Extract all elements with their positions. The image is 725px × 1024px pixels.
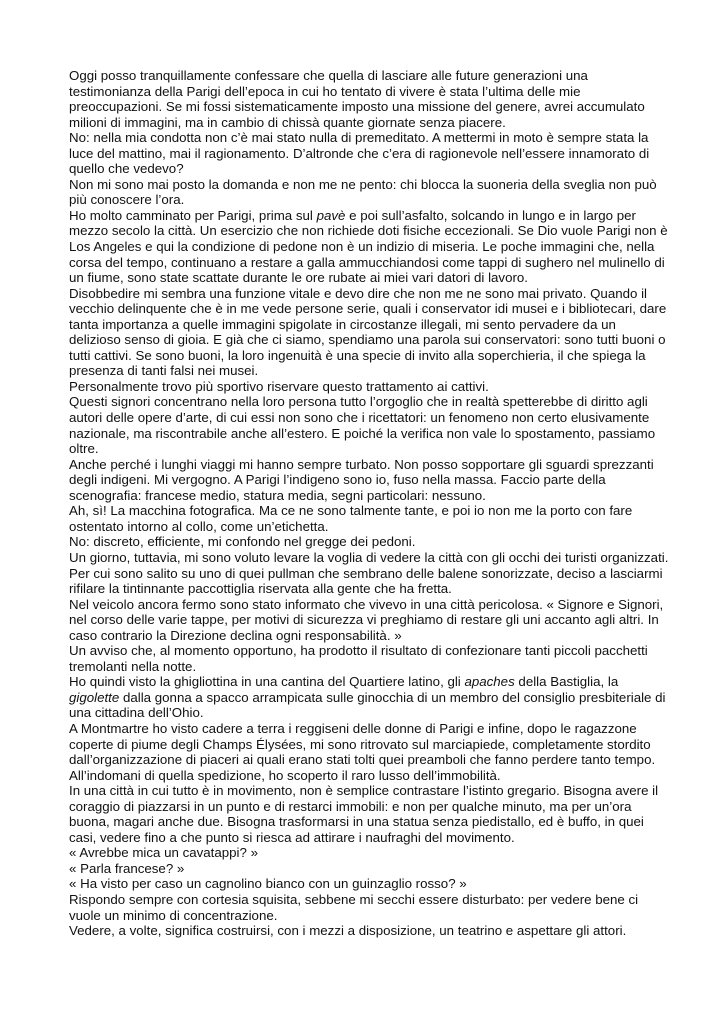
paragraph-4-text-b: e poi sull’asfalto, solcando in lungo e in largo per mezzo secolo la città. Un esercizio che non richiede doti fisiche eccezionali. Se Dio vuole Parigi non è Los Angeles e qui la condizione di pedone non è un indizio di miseria. Le poche immagini che, nella corsa del tempo, continuano a restare a galla ammucchiandosi come tappi di sughero nel mulinello di un fiume, sono state scattate durante le ore rubate ai miei vari datori di lavoro. <box>69 207 668 286</box>
paragraph-8: Anche perché i lunghi viaggi mi hanno sempre turbato. Non posso sopportare gli sguardi sprezzanti degli indigeni. Mi vergogno. A Parigi l’indigeno sono io, fuso nella massa. Faccio parte della scenografia: francese medio, statura media, segni particolari: nessuno. <box>69 456 654 503</box>
paragraph-22: Vedere, a volte, significa costruirsi, con i mezzi a disposizione, un teatrino e aspettare gli attori. <box>69 923 627 939</box>
paragraph-9: Ah, sì! La macchina fotografica. Ma ce ne sono talmente tante, e poi io non me la porto con fare ostentato intorno al collo, come un’etichetta. <box>69 503 633 534</box>
italic-word-pave: pavè <box>316 207 346 223</box>
paragraph-19: « Parla francese? » <box>69 860 185 876</box>
paragraph-14 <box>69 674 669 721</box>
paragraph-2: No: nella mia condotta non c’è mai stato nulla di premeditato. A mettermi in moto è sempre stata la luce del mattino, mai il ragionamento. D’altronde che c’era di ragionevole nell’essere innamorato di quello che vedevo? <box>69 130 650 177</box>
paragraph-1: Oggi posso tranquillamente confessare che quella di lasciare alle future generazioni una testimonianza della Parigi dell’epoca in cui ho tentato di vivere è stata l’ultima delle mie preoccupazioni. Se mi fossi sistematicamente imposto una missione del genere, avrei accumulato milioni di immagini, ma in cambio di chissà quante giornate senza piacere. <box>69 68 645 130</box>
paragraph-11: Un giorno, tuttavia, mi sono voluto levare la voglia di vedere la città con gli occhi dei turisti organizzati. Per cui sono salito su uno di quei pullman che sembrano delle balene sonorizzate, deciso a lasciarmi rifilare la tintinnante paccottiglia riservata alla gente che ha fretta. <box>69 549 669 597</box>
paragraph-4-text-a: Ho molto camminato per Parigi, prima sul <box>69 207 317 223</box>
paragraph-13: Un avviso che, al momento opportuno, ha prodotto il risultato di confezionare tanti piccoli pacchetti tremolanti nella notte. <box>69 643 648 674</box>
paragraph-14-text-b: della Bastiglia, la <box>514 674 619 690</box>
paragraph-4 <box>69 208 669 286</box>
paragraph-10: No: discreto, efficiente, mi confondo nel gregge dei pedoni. <box>69 534 416 550</box>
paragraph-16: All’indomani di quella spedizione, ho scoperto il raro lusso dell’immobilità. <box>69 767 501 783</box>
document-body <box>69 68 669 939</box>
italic-word-gigolette: gigolette <box>69 689 120 705</box>
paragraph-21: Rispondo sempre con cortesia squisita, sebbene mi secchi essere disturbato: per vedere bene ci vuole un minimo di concentrazione. <box>69 891 639 923</box>
paragraph-3: Non mi sono mai posto la domanda e non me ne pento: chi blocca la suoneria della sveglia non può più conoscere l’ora. <box>69 176 657 208</box>
paragraph-18: « Avrebbe mica un cavatappi? » <box>69 845 258 861</box>
italic-word-apaches: apaches <box>464 674 515 690</box>
paragraph-7: Questi signori concentrano nella loro persona tutto l’orgoglio che in realtà spetterebbe di diritto agli autori delle opere d’arte, di cui essi non sono che i ricettatori: un fenomeno non certo elusivamente nazionale, ma riscontrabile anche all’estero. E poiché la verifica non vale lo spostamento, passiamo oltre. <box>69 394 656 457</box>
paragraph-6: Personalmente trovo più sportivo riservare questo trattamento ai cattivi. <box>69 378 489 394</box>
paragraph-12: Nel veicolo ancora fermo sono stato informato che vivevo in una città pericolosa. « Signore e Signori, nel corso delle varie tappe, per motivi di sicurezza vi preghiamo di restare gli uni accanto agli altri. In caso contrario la Direzione declina ogni responsabilità. » <box>69 596 664 643</box>
paragraph-14-text-c: dalla gonna a spacco arrampicata sulle ginocchia di un membro del consiglio presbiteriale di una cittadina dell’Ohio. <box>69 689 666 721</box>
paragraph-14-text-a: Ho quindi visto la ghigliottina in una cantina del Quartiere latino, gli <box>69 674 465 690</box>
paragraph-15: A Montmartre ho visto cadere a terra i reggiseni delle donne di Parigi e infine, dopo le ragazzone coperte di piume degli Champs Élysées, mi sono ritrovato sul marciapiede, completamente stordito dall’organizzazione di piaceri ai quali erano stati tolti quei preamboli che fanno perdere tanto tempo. <box>69 720 656 768</box>
paragraph-5: Disobbedire mi sembra una funzione vitale e devo dire che non me ne sono mai privato. Quando il vecchio delinquente che è in me vede persone serie, quali i conservator idi musei e i bibliotecari, dare tanta importanza a quelle immagini spigolate in circostanze illegali, mi sento pervadere da un delizioso senso di gioia. E già che ci siamo, spendiamo una parola sui conservatori: sono tutti buoni o tutti cattivi. Se sono buoni, la loro ingenuità è una specie di invito alla soperchieria, il che spiega la presenza di tanti falsi nei musei. <box>69 285 667 379</box>
paragraph-20: « Ha visto per caso un cagnolino bianco con un guinzaglio rosso? » <box>69 876 467 892</box>
paragraph-17: In una città in cui tutto è in movimento, non è semplice contrastare l’istinto gregario. Bisogna avere il coraggio di piazzarsi in un punto e di restarci immobili: e non per qualche minuto, ma per un’ora buona, magari anche due. Bisogna trasformarsi in una statua senza piedistallo, ed è buffo, in quei casi, vedere fino a che punto si riesca ad attirare i naufraghi del movimento. <box>69 783 659 845</box>
